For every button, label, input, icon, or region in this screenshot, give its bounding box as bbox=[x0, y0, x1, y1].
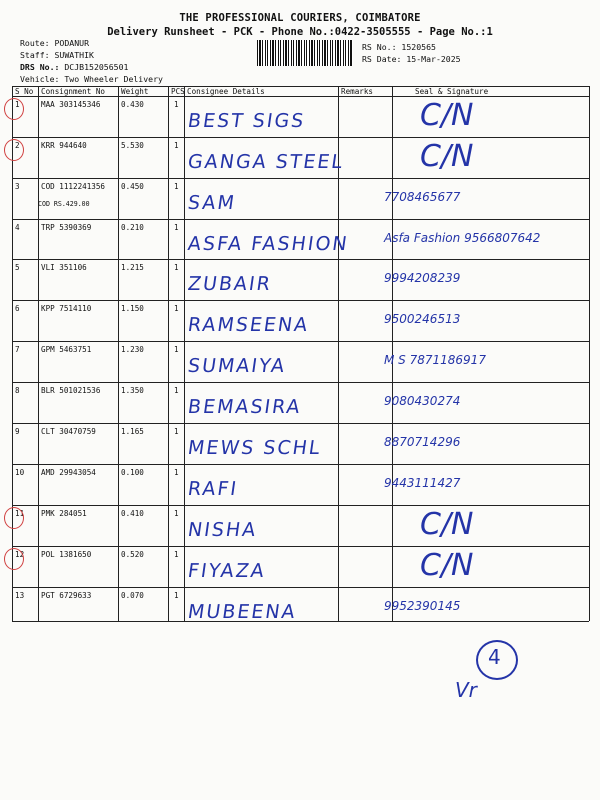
row-divider bbox=[12, 505, 589, 506]
column-divider bbox=[184, 86, 185, 621]
header-pcs: PCS bbox=[171, 87, 185, 96]
weight-value: 0.430 bbox=[121, 100, 144, 109]
vehicle-label: Vehicle: Two Wheeler Delivery bbox=[20, 74, 163, 84]
row-sno: 7 bbox=[15, 345, 20, 354]
consignee-handwritten: ASFA FASHION bbox=[186, 233, 351, 255]
weight-value: 0.070 bbox=[121, 591, 144, 600]
consignment-number: BLR 501021536 bbox=[41, 386, 101, 395]
row-sno: 11 bbox=[15, 509, 25, 518]
consignment-number: KPP 7514110 bbox=[41, 304, 92, 313]
signature-handwritten: 9952390145 bbox=[384, 599, 461, 613]
pcs-value: 1 bbox=[174, 345, 179, 354]
pcs-value: 1 bbox=[174, 223, 179, 232]
consignee-handwritten: ZUBAIR bbox=[186, 273, 274, 295]
row-divider bbox=[12, 382, 589, 383]
consignment-number: AMD 29943054 bbox=[41, 468, 96, 477]
row-sno: 13 bbox=[15, 591, 25, 600]
row-divider bbox=[12, 259, 589, 260]
row-divider bbox=[12, 137, 589, 138]
runsheet-subtitle: Delivery Runsheet - PCK - Phone No.:0422-3505555 - Page No.:1 bbox=[107, 26, 493, 38]
weight-value: 0.100 bbox=[121, 468, 144, 477]
header-weight: Weight bbox=[121, 87, 149, 96]
row-divider bbox=[12, 546, 589, 547]
column-divider bbox=[38, 86, 39, 621]
signature-handwritten: C/N bbox=[420, 98, 474, 133]
signature-handwritten: C/N bbox=[420, 139, 474, 174]
consignment-number: MAA 303145346 bbox=[41, 100, 101, 109]
consignee-handwritten: BEST SIGS bbox=[186, 110, 307, 132]
row-sno: 4 bbox=[15, 223, 20, 232]
row-divider bbox=[12, 423, 589, 424]
consignee-handwritten: FIYAZA bbox=[186, 560, 268, 582]
consignee-handwritten: MEWS SCHL bbox=[186, 437, 324, 459]
pcs-value: 1 bbox=[174, 468, 179, 477]
consignment-number: COD 1112241356 bbox=[41, 182, 106, 191]
rs-number: RS No.: 1520565 bbox=[362, 42, 436, 52]
consignment-number: PGT 6729633 bbox=[41, 591, 92, 600]
row-divider bbox=[12, 464, 589, 465]
consignee-handwritten: GANGA STEEL bbox=[186, 151, 346, 173]
consignment-number: VLI 351106 bbox=[41, 263, 87, 272]
weight-value: 0.520 bbox=[121, 550, 144, 559]
pcs-value: 1 bbox=[174, 182, 179, 191]
column-divider bbox=[118, 86, 119, 621]
row-sno: 2 bbox=[15, 141, 20, 150]
sno-circle-mark bbox=[4, 98, 24, 120]
pcs-value: 1 bbox=[174, 591, 179, 600]
weight-value: 0.210 bbox=[121, 223, 144, 232]
header-sno: S No bbox=[15, 87, 34, 96]
row-sno: 1 bbox=[15, 100, 20, 109]
consignee-handwritten: RAMSEENA bbox=[186, 314, 311, 336]
weight-value: 1.165 bbox=[121, 427, 144, 436]
header-remarks: Remarks bbox=[341, 87, 374, 96]
route-label: Route: PODANUR bbox=[20, 38, 90, 48]
rs-date: RS Date: 15-Mar-2025 bbox=[362, 54, 461, 64]
column-divider bbox=[168, 86, 169, 621]
consignee-handwritten: BEMASIRA bbox=[186, 396, 304, 418]
row-divider bbox=[12, 219, 589, 220]
consignment-number: PMK 284051 bbox=[41, 509, 87, 518]
signature-handwritten: Asfa Fashion 9566807642 bbox=[384, 231, 541, 245]
count-mark: 4 bbox=[488, 645, 501, 669]
runsheet-table bbox=[12, 86, 589, 621]
column-divider bbox=[589, 86, 590, 621]
pcs-value: 1 bbox=[174, 100, 179, 109]
drs-value: DCJB152056501 bbox=[64, 62, 129, 72]
row-sno: 6 bbox=[15, 304, 20, 313]
row-divider bbox=[12, 178, 589, 179]
row-divider bbox=[12, 96, 589, 97]
initial-mark: Vr bbox=[455, 678, 477, 702]
signature-handwritten: M S 7871186917 bbox=[384, 353, 486, 367]
staff-label: Staff: SUWATHIK bbox=[20, 50, 94, 60]
pcs-value: 1 bbox=[174, 263, 179, 272]
row-sno: 5 bbox=[15, 263, 20, 272]
pcs-value: 1 bbox=[174, 386, 179, 395]
header-seal-signature: Seal & Signature bbox=[415, 87, 489, 96]
sno-circle-mark bbox=[4, 139, 24, 161]
barcode bbox=[257, 40, 353, 66]
consignee-handwritten: SAM bbox=[186, 192, 238, 214]
consignment-number: KRR 944640 bbox=[41, 141, 87, 150]
signature-handwritten: 8870714296 bbox=[384, 435, 461, 449]
row-sno: 10 bbox=[15, 468, 25, 477]
signature-handwritten: 9443111427 bbox=[384, 476, 461, 490]
consignee-handwritten: MUBEENA bbox=[186, 601, 299, 623]
drs-number bbox=[20, 62, 128, 72]
row-divider bbox=[12, 587, 589, 588]
signature-handwritten: C/N bbox=[420, 507, 474, 542]
pcs-value: 1 bbox=[174, 509, 179, 518]
signature-handwritten: 9080430274 bbox=[384, 394, 461, 408]
row-sno: 3 bbox=[15, 182, 20, 191]
weight-value: 5.530 bbox=[121, 141, 144, 150]
drs-label: DRS No.: bbox=[20, 62, 60, 72]
header-consignee-details: Consignee Details bbox=[187, 87, 265, 96]
pcs-value: 1 bbox=[174, 304, 179, 313]
signature-handwritten: 7708465677 bbox=[384, 190, 461, 204]
signature-handwritten: 9500246513 bbox=[384, 312, 461, 326]
weight-value: 1.230 bbox=[121, 345, 144, 354]
row-divider bbox=[12, 300, 589, 301]
pcs-value: 1 bbox=[174, 141, 179, 150]
row-sno: 9 bbox=[15, 427, 20, 436]
consignment-number: CLT 30470759 bbox=[41, 427, 96, 436]
column-divider bbox=[12, 86, 13, 621]
sno-circle-mark bbox=[4, 548, 24, 570]
sno-circle-mark bbox=[4, 507, 24, 529]
weight-value: 1.215 bbox=[121, 263, 144, 272]
consignee-handwritten: NISHA bbox=[186, 519, 259, 541]
header-consignment-no: Consignment No bbox=[41, 87, 106, 96]
row-divider bbox=[12, 341, 589, 342]
cod-note: COD RS.429.00 bbox=[38, 200, 90, 208]
signature-handwritten: C/N bbox=[420, 548, 474, 583]
row-sno: 8 bbox=[15, 386, 20, 395]
pcs-value: 1 bbox=[174, 550, 179, 559]
row-sno: 12 bbox=[15, 550, 25, 559]
row-divider bbox=[12, 621, 589, 622]
consignment-number: TRP 5390369 bbox=[41, 223, 92, 232]
consignee-handwritten: SUMAIYA bbox=[186, 355, 288, 377]
signature-handwritten: 9994208239 bbox=[384, 271, 461, 285]
weight-value: 1.350 bbox=[121, 386, 144, 395]
weight-value: 1.150 bbox=[121, 304, 144, 313]
weight-value: 0.450 bbox=[121, 182, 144, 191]
runsheet-title: THE PROFESSIONAL COURIERS, COIMBATORE bbox=[179, 12, 421, 24]
pcs-value: 1 bbox=[174, 427, 179, 436]
weight-value: 0.410 bbox=[121, 509, 144, 518]
consignee-handwritten: RAFI bbox=[186, 478, 240, 500]
consignment-number: GPM 5463751 bbox=[41, 345, 92, 354]
consignment-number: POL 1381650 bbox=[41, 550, 92, 559]
